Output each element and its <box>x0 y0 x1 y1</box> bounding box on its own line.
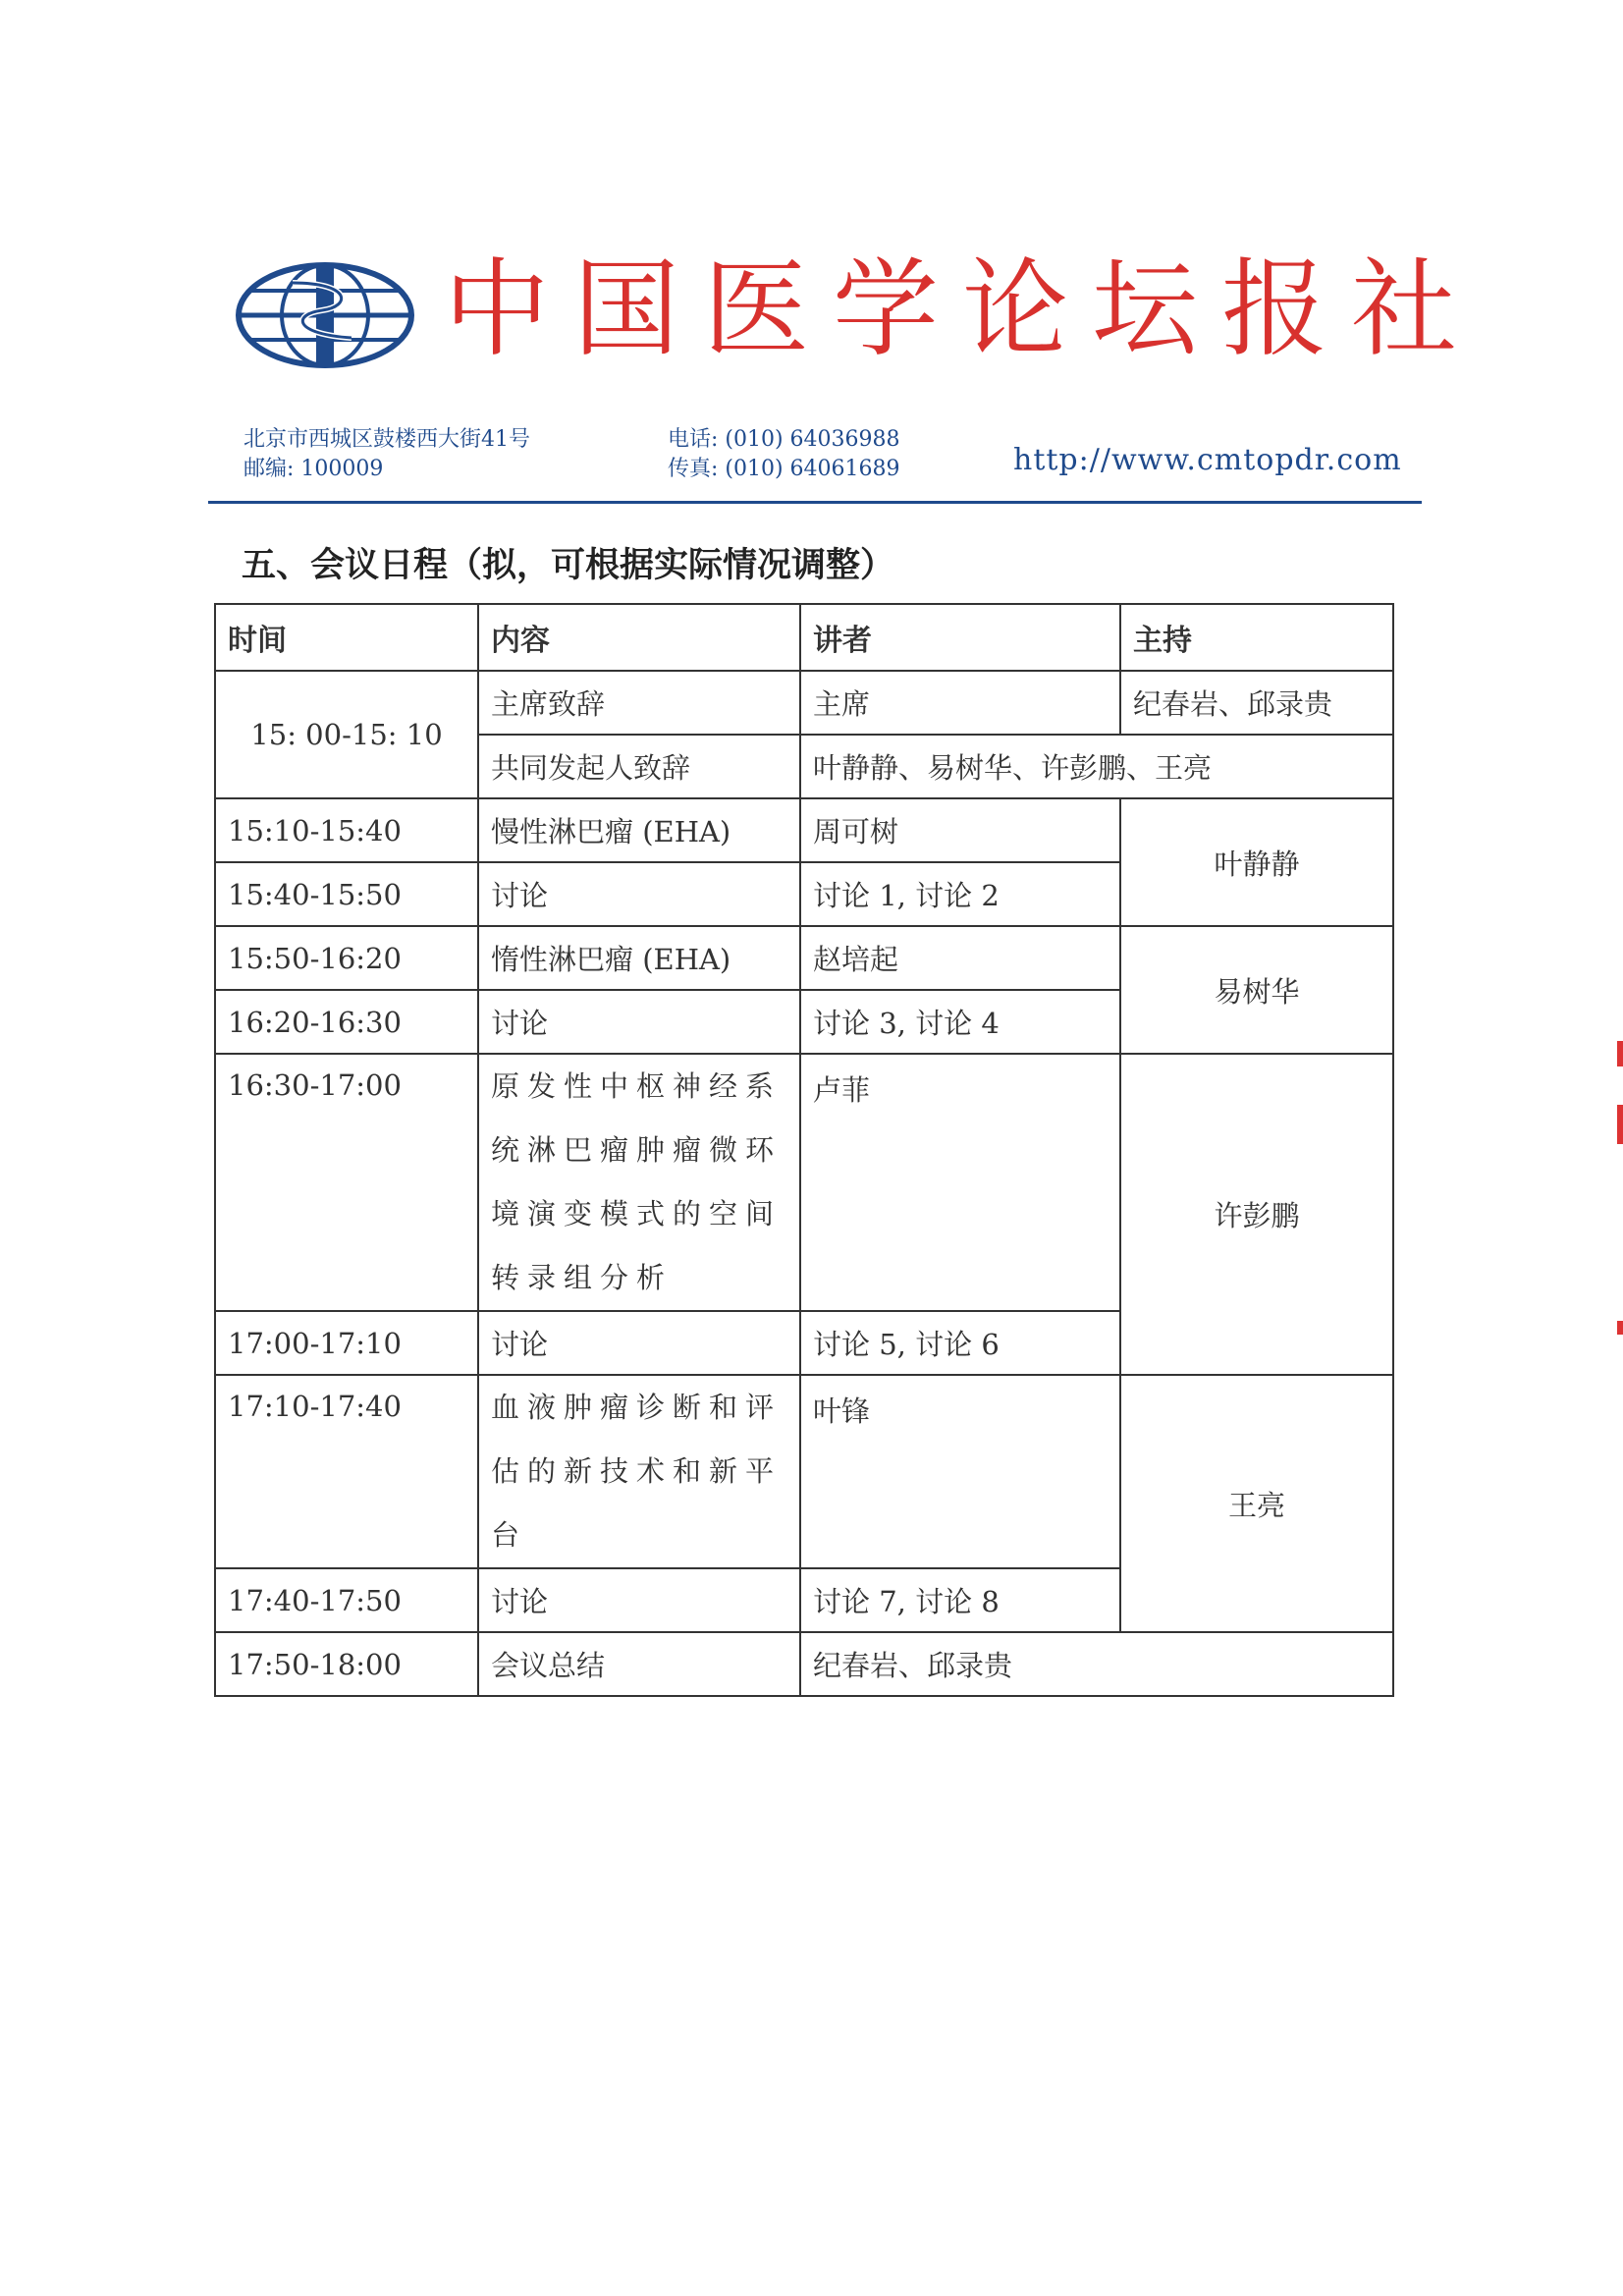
phone-line: 电话: (010) 64036988 <box>668 427 900 452</box>
content-cell: 慢性淋巴瘤 (EHA) <box>478 798 800 862</box>
host-cell: 许彭鹏 <box>1120 1054 1393 1375</box>
time-cell: 17:10-17:40 <box>215 1375 478 1568</box>
table-row <box>215 926 1393 990</box>
org-name: 中国医学论坛报社 <box>444 248 1482 371</box>
table-row <box>215 798 1393 862</box>
host-cell: 叶静静 <box>1120 798 1393 926</box>
stamp-edge-mark <box>1617 1321 1623 1335</box>
time-cell: 15:50-16:20 <box>215 926 478 990</box>
host-cell: 王亮 <box>1120 1375 1393 1632</box>
content-cell: 主席致辞 <box>478 671 800 735</box>
time-cell: 16:20-16:30 <box>215 990 478 1054</box>
globe-caduceus-logo <box>234 261 416 369</box>
speaker-cell: 讨论 5, 讨论 6 <box>800 1311 1120 1375</box>
section-title: 五、会议日程（拟，可根据实际情况调整） <box>242 546 895 585</box>
table-header-row <box>215 604 1393 671</box>
speaker-cell: 讨论 3, 讨论 4 <box>800 990 1120 1054</box>
time-cell: 15:40-15:50 <box>215 862 478 926</box>
speaker-cell: 叶锋 <box>800 1375 1120 1568</box>
content-cell: 共同发起人致辞 <box>478 735 800 798</box>
stamp-edge-mark <box>1617 1041 1623 1066</box>
postcode-line: 邮编: 100009 <box>243 457 384 481</box>
time-cell: 15: 00-15: 10 <box>215 671 478 798</box>
speaker-cell: 卢菲 <box>800 1054 1120 1311</box>
content-cell: 讨论 <box>478 1568 800 1632</box>
schedule-table <box>214 603 1394 1697</box>
phone-block <box>668 425 900 484</box>
speaker-cell: 纪春岩、邱录贵 <box>800 1632 1393 1696</box>
table-row <box>215 1632 1393 1696</box>
time-cell: 17:50-18:00 <box>215 1632 478 1696</box>
speaker-cell: 讨论 1, 讨论 2 <box>800 862 1120 926</box>
address-line: 北京市西城区鼓楼西大街41号 <box>243 427 530 452</box>
host-cell: 易树华 <box>1120 926 1393 1054</box>
speaker-cell: 主席 <box>800 671 1120 735</box>
time-cell: 17:00-17:10 <box>215 1311 478 1375</box>
speaker-cell: 讨论 7, 讨论 8 <box>800 1568 1120 1632</box>
header-divider <box>208 501 1422 504</box>
speaker-cell: 赵培起 <box>800 926 1120 990</box>
content-cell: 血液肿瘤诊断和评估的新技术和新平台 <box>478 1375 800 1568</box>
table-row <box>215 671 1393 735</box>
speaker-cell: 叶静静、易树华、许彭鹏、王亮 <box>800 735 1393 798</box>
content-cell: 会议总结 <box>478 1632 800 1696</box>
stamp-edge-mark <box>1617 1105 1623 1144</box>
content-cell: 讨论 <box>478 990 800 1054</box>
content-cell: 讨论 <box>478 862 800 926</box>
header-content: 内容 <box>478 604 800 671</box>
content-cell: 惰性淋巴瘤 (EHA) <box>478 926 800 990</box>
host-cell: 纪春岩、邱录贵 <box>1120 671 1393 735</box>
table-row <box>215 1054 1393 1311</box>
header-host: 主持 <box>1120 604 1393 671</box>
fax-line: 传真: (010) 64061689 <box>668 457 900 481</box>
content-cell: 原发性中枢神经系统淋巴瘤肿瘤微环境演变模式的空间转录组分析 <box>478 1054 800 1311</box>
time-cell: 16:30-17:00 <box>215 1054 478 1311</box>
time-cell: 17:40-17:50 <box>215 1568 478 1632</box>
website-link[interactable]: http://www.cmtopdr.com <box>1013 443 1402 477</box>
address-block <box>243 425 530 484</box>
header-time: 时间 <box>215 604 478 671</box>
content-cell: 讨论 <box>478 1311 800 1375</box>
table-row <box>215 1375 1393 1568</box>
header-speaker: 讲者 <box>800 604 1120 671</box>
time-cell: 15:10-15:40 <box>215 798 478 862</box>
speaker-cell: 周可树 <box>800 798 1120 862</box>
